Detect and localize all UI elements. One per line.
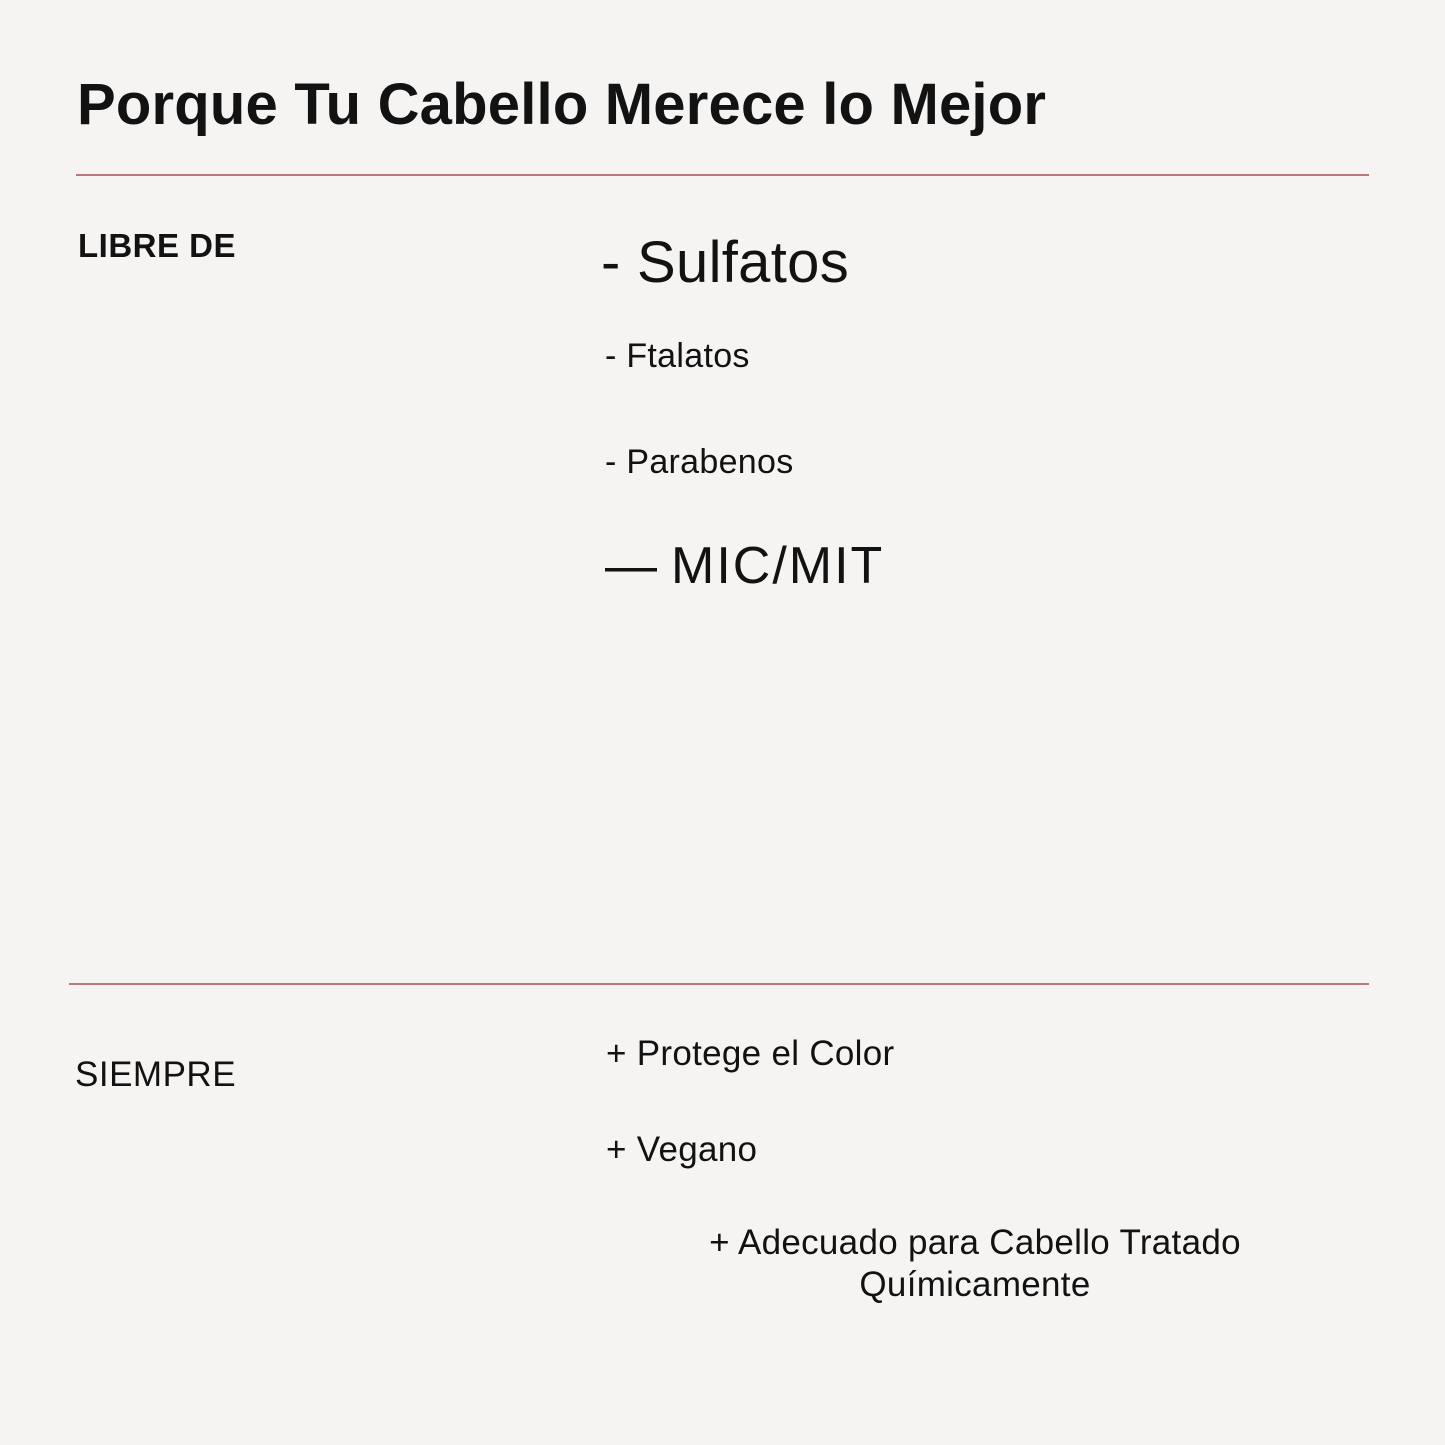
bottom-divider — [69, 983, 1369, 985]
libre-de-label: LIBRE DE — [78, 227, 237, 264]
siempre-item-adecuado: + Adecuado para Cabello Tratado Químicamente — [709, 1223, 1241, 1304]
libre-item-ftalatos: - Ftalatos — [605, 337, 750, 375]
libre-item-parabenos: - Parabenos — [605, 443, 794, 481]
mic-text: MIC/MIT — [671, 537, 885, 595]
siempre-label: SIEMPRE — [75, 1055, 237, 1094]
top-divider — [76, 174, 1369, 176]
libre-item-mic-mit — [605, 535, 884, 597]
libre-item-sulfatos: - Sulfatos — [601, 230, 849, 295]
mic-dash: — — [605, 537, 659, 595]
siempre-item-protege-color: + Protege el Color — [606, 1034, 895, 1073]
siempre-item-vegano: + Vegano — [606, 1130, 758, 1169]
page-title: Porque Tu Cabello Merece lo Mejor — [77, 72, 1047, 137]
